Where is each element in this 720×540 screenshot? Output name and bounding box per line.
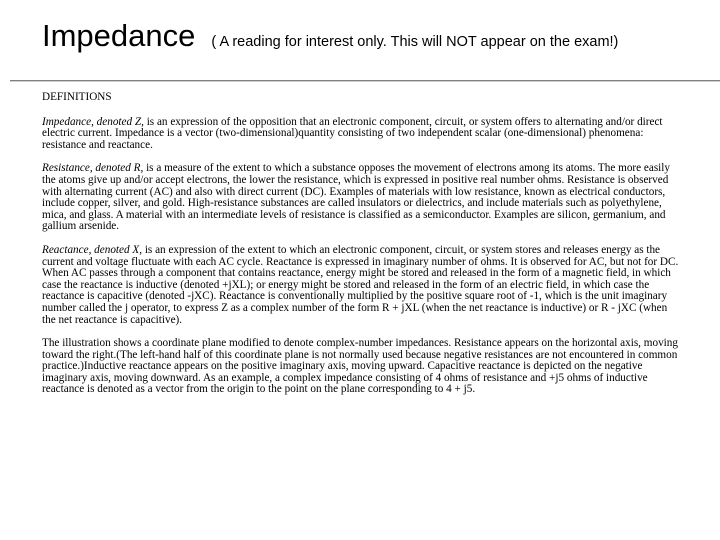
paragraph-impedance	[42, 117, 680, 152]
page-subtitle: ( A reading for interest only. This will NOT appear on the exam!)	[211, 34, 619, 50]
paragraph-text: is an expression of the extent to which an electronic component, circuit, or system stores and releases energy as the current and voltage fluctuate with each AC cycle. Reactance is expressed in imaginary number of ohms. It is observed for AC, but not for DC. When AC passes through a component that contains reactance, energy might be stored and released in the form of a magnetic field, in which case the reactance is inductive (denoted +jXL); or energy might be stored and released in the form of an electric field, in which case the reactance is capacitive (denoted -jXC). Reactance is conventionally multiplied by the positive square root of -1, which is the unit imaginary number called the j operator, to express Z as a complex number of the form R + jXL (when the net reactance is inductive) or R - jXC (when the net reactance is capacitive).	[42, 243, 679, 326]
term-reactance: Reactance, denoted X,	[42, 243, 143, 256]
title-divider	[10, 80, 720, 81]
definitions-body	[42, 92, 680, 408]
section-heading: DEFINITIONS	[42, 91, 112, 103]
paragraph-text: The illustration shows a coordinate plane modified to denote complex-number impedances. Resistance appears on the horizontal axis, moving toward the right.(The left-hand half of this coordinate plane is not normally used because negative resistances are not encountered in common practice.)Inductive reactance appears on the positive imaginary axis, moving upward. Capacitive reactance is depicted on the negative imaginary axis, moving downward. As an example, a complex impedance consisting of 4 ohms of resistance and +j5 ohms of inductive reactance is denoted as a vector from the origin to the point on the plane corresponding to 4 + j5.	[42, 337, 678, 396]
paragraph-reactance	[42, 245, 680, 326]
term-impedance: Impedance, denoted Z,	[42, 115, 144, 128]
page-title: Impedance	[42, 18, 196, 53]
title-row	[42, 18, 714, 54]
term-resistance: Resistance, denoted R,	[42, 162, 144, 175]
paragraph-illustration	[42, 338, 680, 396]
paragraph-resistance	[42, 163, 680, 233]
paragraph-text: is an expression of the opposition that an electronic component, circuit, or system offers to alternating and/or direct electric current. Impedance is a vector (two-dimensional)quantity consisting of two independent scalar (one-dimensional) phenomena: resistance and reactance.	[42, 115, 663, 151]
paragraph-text: is a measure of the extent to which a substance opposes the movement of electrons among its atoms. The more easily the atoms give up and/or accept electrons, the lower the resistance, which is expressed in positive real number ohms. Resistance is observed with alternating current (AC) and also with direct current (DC). Examples of materials with low resistance, known as electrical conductors, include copper, silver, and gold. High-resistance substances are called insulators or dielectrics, and include materials such as polyethylene, mica, and glass. A material with an intermediate levels of resistance is classified as a semiconductor. Examples are silicon, germanium, and gallium arsenide.	[42, 162, 670, 233]
